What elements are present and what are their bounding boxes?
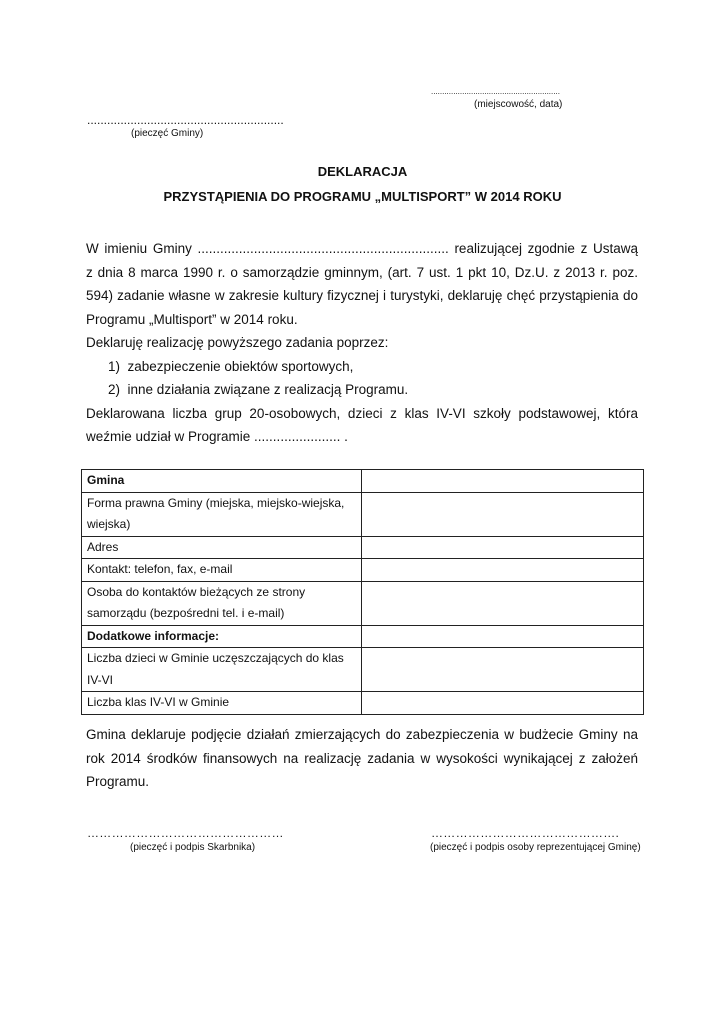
paragraph-line: W imieniu Gminy ................................................................... realizującej zgodnie z Ustawą bbox=[86, 241, 638, 256]
list-text: inne działania związane z realizacją Programu. bbox=[127, 382, 409, 397]
paragraph-line: Programu „Multisport” w 2014 roku. bbox=[86, 311, 298, 327]
table-cell-label: Adres bbox=[82, 536, 362, 559]
seal-caption: (pieczęć Gminy) bbox=[131, 128, 204, 139]
table-row bbox=[82, 648, 644, 692]
document-subtitle: PRZYSTĄPIENIA DO PROGRAMU „MULTISPORT” W 2014 ROKU bbox=[163, 189, 562, 204]
table-cell-label: Liczba dzieci w Gminie uczęszczających do klas IV-VI bbox=[82, 648, 362, 692]
list-number: 2) bbox=[108, 382, 121, 397]
table-cell-value[interactable] bbox=[362, 625, 644, 648]
paragraph-line: rok 2014 środków finansowych na realizację zadania w wysokości wynikającej z założeń bbox=[86, 750, 638, 766]
table-cell-value[interactable] bbox=[362, 581, 644, 625]
paragraph-line: weźmie udział w Programie ....................... . bbox=[86, 429, 348, 444]
paragraph-line: 594) zadanie własne w zakresie kultury fizycznej i turystyki, deklaruję chęć przystąpienia do bbox=[86, 288, 638, 303]
table-cell-label: Gmina bbox=[82, 470, 362, 493]
table-row bbox=[82, 581, 644, 625]
place-date-line: .......................................................... bbox=[431, 87, 560, 96]
paragraph-line: Gmina deklaruje podjęcie działań zmierzających do zabezpieczenia w budżecie Gminy na bbox=[86, 727, 638, 742]
table-cell-value[interactable] bbox=[362, 692, 644, 715]
paragraph-line: Deklarowana liczba grup 20-osobowych, dzieci z klas IV-VI szkoły podstawowej, która bbox=[86, 405, 638, 421]
table-cell-value[interactable] bbox=[362, 559, 644, 582]
treasurer-signature-line: ………………………………………… bbox=[87, 826, 284, 840]
table-cell-value[interactable] bbox=[362, 648, 644, 692]
representative-signature-line: ………………………………………. bbox=[431, 826, 620, 840]
list-number: 1) bbox=[108, 358, 121, 374]
table-row bbox=[82, 492, 644, 536]
table-cell-label: Osoba do kontaktów bieżących ze strony samorządu (bezpośredni tel. i e-mail) bbox=[82, 581, 362, 625]
paragraph-line: Deklaruję realizację powyższego zadania poprzez: bbox=[86, 335, 389, 350]
table-row bbox=[82, 559, 644, 582]
representative-signature-caption: (pieczęć i podpis osoby reprezentującej Gminę) bbox=[430, 842, 641, 853]
closing-paragraph bbox=[86, 723, 638, 794]
gmina-info-table bbox=[81, 469, 644, 715]
table-cell-label: Forma prawna Gminy (miejska, miejsko-wiejska, wiejska) bbox=[82, 492, 362, 536]
table-cell-value[interactable] bbox=[362, 492, 644, 536]
declaration-paragraph bbox=[86, 237, 638, 449]
table-row bbox=[82, 625, 644, 648]
seal-line: ........................................................... bbox=[87, 113, 284, 127]
table-row bbox=[82, 692, 644, 715]
table-cell-label: Dodatkowe informacje: bbox=[82, 625, 362, 648]
table-cell-label: Kontakt: telefon, fax, e-mail bbox=[82, 559, 362, 582]
list-item bbox=[86, 355, 638, 379]
paragraph-line: Programu. bbox=[86, 774, 150, 789]
treasurer-signature-caption: (pieczęć i podpis Skarbnika) bbox=[130, 842, 256, 853]
place-date-caption: (miejscowość, data) bbox=[474, 99, 563, 110]
table-cell-label: Liczba klas IV-VI w Gminie bbox=[82, 692, 362, 715]
table-row bbox=[82, 470, 644, 493]
paragraph-line: z dnia 8 marca 1990 r. o samorządzie gminnym, (art. 7 ust. 1 pkt 10, Dz.U. z 2013 r. poz. bbox=[86, 264, 638, 280]
list-text: zabezpieczenie obiektów sportowych, bbox=[127, 358, 354, 374]
document-title: DEKLARACJA bbox=[317, 164, 408, 179]
table-cell-value[interactable] bbox=[362, 536, 644, 559]
table-cell-value[interactable] bbox=[362, 470, 644, 493]
table-row bbox=[82, 536, 644, 559]
list-item bbox=[86, 378, 638, 402]
